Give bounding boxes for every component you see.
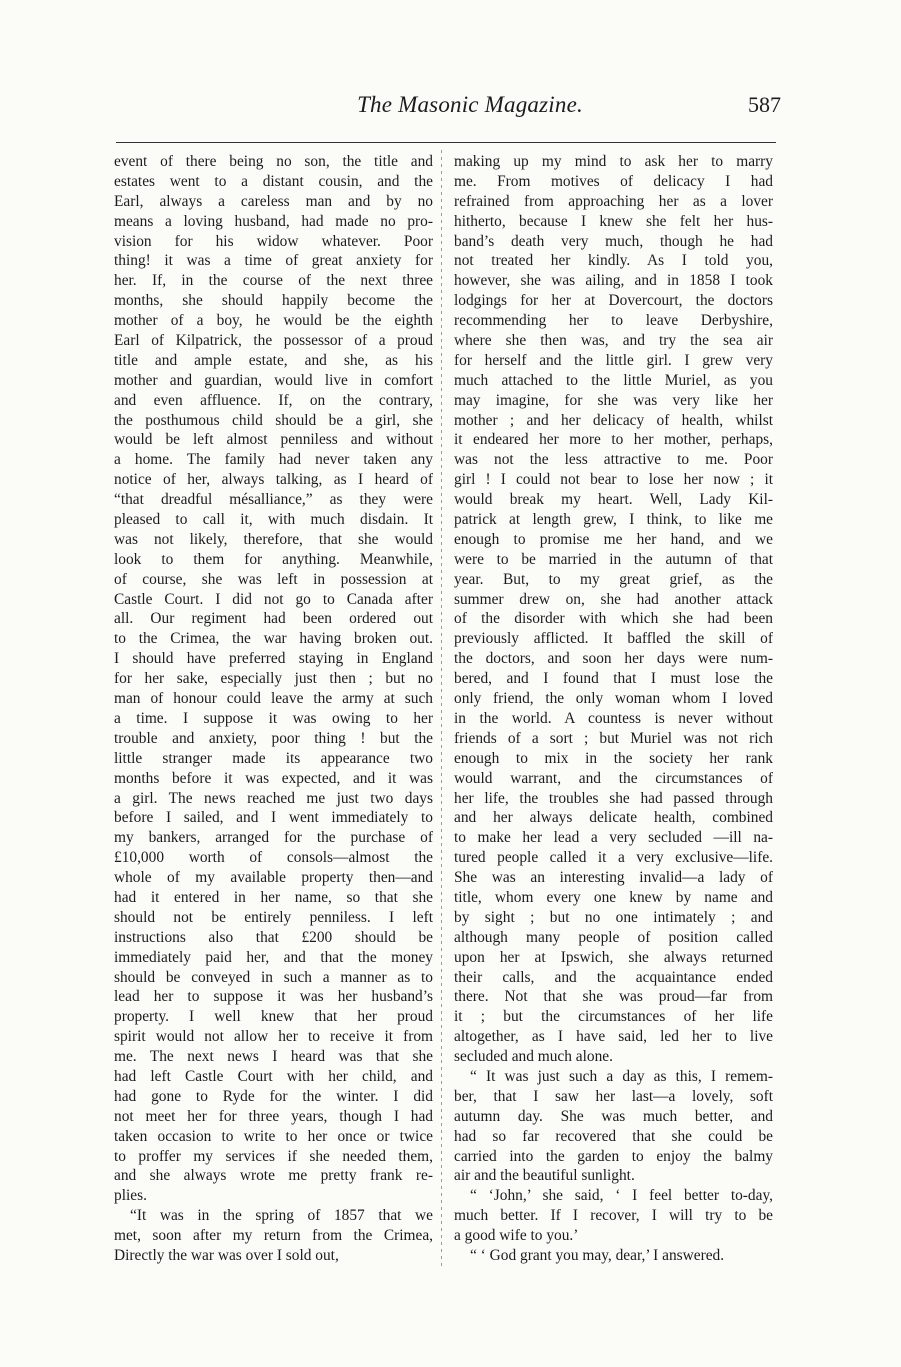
running-title: The Masonic Magazine. <box>357 92 583 117</box>
text-line: estates went to a distant cousin, and the <box>114 172 433 190</box>
text-line: little stranger made its appearance two <box>114 749 433 767</box>
text-line: I should have preferred staying in England <box>114 650 433 668</box>
text-line: me. From motives of delicacy I had <box>454 172 773 190</box>
text-line: to the Crimea, the war having broken out. <box>114 630 433 648</box>
text-line: She was an interesting invalid—a lady of <box>454 869 773 887</box>
text-line: means a loving husband, had made no pro- <box>114 212 433 230</box>
text-line: altogether, as I have said, led her to live <box>454 1028 773 1046</box>
text-line: man of honour could leave the army at such <box>114 690 433 708</box>
text-line: should be conveyed in such a manner as to <box>114 968 433 986</box>
text-column-right <box>454 152 773 1266</box>
text-line: “ ‘ God grant you may, dear,’ I answered. <box>470 1246 725 1264</box>
text-line: instructions also that £200 should be <box>114 928 433 946</box>
text-line: look to them for anything. Meanwhile, <box>114 550 433 568</box>
text-line: had it entered in her name, so that she <box>114 888 433 906</box>
text-line: not meet her for three years, though I had <box>114 1107 433 1125</box>
text-line: pleased to call it, with much disdain. It <box>114 511 433 529</box>
text-column-left <box>114 152 433 1266</box>
text-line: was not likely, therefore, that she would <box>114 530 433 548</box>
text-line: was not the less attractive to me. Poor <box>454 451 773 469</box>
text-line: much attached to the little Muriel, as you <box>454 371 773 389</box>
text-line: making up my mind to ask her to marry <box>454 153 773 170</box>
text-line: their calls, and the acquaintance ended <box>454 968 773 986</box>
text-line: a good wife to you.’ <box>454 1227 579 1245</box>
text-line: friends of a sort ; but Muriel was not rich <box>454 729 773 747</box>
text-line: of the disorder with which she had been <box>454 610 773 628</box>
text-line: and even affluence. If, on the contrary, <box>114 391 433 409</box>
text-line: summer drew on, she had another attack <box>454 590 773 608</box>
text-line: where she then was, and try the sea air <box>454 332 773 350</box>
text-line: spirit would not allow her to receive it from <box>114 1028 433 1046</box>
text-line: “ It was just such a day as this, I remem- <box>470 1067 773 1085</box>
text-line: and she always wrote me pretty frank re- <box>114 1167 433 1185</box>
text-line: hitherto, because I knew she felt her hus- <box>454 212 773 230</box>
text-line: mother ; and her delicacy of health, whilst <box>454 411 773 429</box>
text-line: the doctors, and soon her days were num- <box>454 650 773 668</box>
text-line: a girl. The news reached me just two days <box>114 789 433 807</box>
text-line: her life, the troubles she had passed through <box>454 789 773 807</box>
text-line: carried into the garden to enjoy the balmy <box>454 1147 773 1165</box>
text-line: for her sake, especially just then ; but no <box>114 670 433 688</box>
text-line: should not be entirely penniless. I left <box>114 908 433 926</box>
text-line: in the world. A countess is never without <box>454 709 773 727</box>
text-line: air and the beautiful sunlight. <box>454 1167 635 1185</box>
text-line: Castle Court. I did not go to Canada after <box>114 590 433 608</box>
text-line: all. Our regiment had been ordered out <box>114 610 433 628</box>
text-line: not treated her kindly. As I told you, <box>454 252 773 270</box>
text-line: band’s death very much, though he had <box>454 232 773 250</box>
text-line: immediately paid her, and that the money <box>114 948 433 966</box>
text-line: thing! it was a time of great anxiety for <box>114 252 433 270</box>
text-line: trouble and anxiety, poor thing ! but the <box>114 729 433 747</box>
text-line: her. If, in the course of the next three <box>114 272 433 290</box>
text-line: “that dreadful mésalliance,” as they were <box>114 491 433 509</box>
text-line: a time. I suppose it was owing to her <box>114 709 433 727</box>
text-line: girl ! I could not bear to lose her now ; it <box>454 471 773 489</box>
text-line: previously afflicted. It baffled the skill of <box>454 630 773 648</box>
text-line: a home. The family had never taken any <box>114 451 433 469</box>
text-line: plies. <box>114 1187 147 1205</box>
text-line: had gone to Ryde for the winter. I did <box>114 1087 433 1105</box>
text-line: it ; but the circumstances of her life <box>454 1008 773 1026</box>
text-line: for herself and the little girl. I grew very <box>454 351 773 369</box>
text-line: would be left almost penniless and without <box>114 431 433 449</box>
text-line: ber, that I saw her last—a lovely, soft <box>454 1087 773 1105</box>
text-line: title and ample estate, and she, as his <box>114 351 433 369</box>
text-line: months before it was expected, and it was <box>114 769 433 787</box>
text-line: event of there being no son, the title and <box>114 153 433 170</box>
text-line: property. I well knew that her proud <box>114 1008 433 1026</box>
text-line: my bankers, arranged for the purchase of <box>114 829 433 847</box>
text-line: refrained from approaching her as a lover <box>454 192 773 210</box>
text-line: patrick at length grew, I think, to like me <box>454 511 773 529</box>
text-line: year. But, to my great grief, as the <box>454 570 773 588</box>
text-line: £10,000 worth of consols—almost the <box>114 849 433 867</box>
text-line: autumn day. She was much better, and <box>454 1107 773 1125</box>
text-line: “ ‘John,’ she said, ‘ I feel better to-day, <box>470 1187 773 1205</box>
text-line: only friend, the only woman whom I loved <box>454 690 773 708</box>
text-line: lodgings for her at Dovercourt, the doctors <box>454 292 773 310</box>
text-line: months, she should happily become the <box>114 292 433 310</box>
text-line: of course, she was left in possession at <box>114 570 433 588</box>
text-line: before I sailed, and I went immediately to <box>114 809 433 827</box>
text-line: there. Not that she was proud—far from <box>454 988 773 1006</box>
text-line: had so far recovered that she could be <box>454 1127 773 1145</box>
text-line: enough to mix in the society her rank <box>454 749 773 767</box>
text-line: “It was in the spring of 1857 that we <box>130 1207 433 1225</box>
page-header <box>115 92 785 126</box>
text-line: mother of a boy, he would be the eighth <box>114 312 433 330</box>
text-line: to proffer my services if she needed them, <box>114 1147 433 1165</box>
text-line: much better. If I recover, I will try to be <box>454 1207 773 1225</box>
text-line: by sight ; but no one intimately ; and <box>454 908 773 926</box>
text-line: Earl of Kilpatrick, the possessor of a proud <box>114 332 433 350</box>
text-line: may imagine, for she was very like her <box>454 391 773 409</box>
text-line: whole of my available property then—and <box>114 869 433 887</box>
text-line: vision for his widow whatever. Poor <box>114 232 433 250</box>
text-line: upon her at Ipswich, she always returned <box>454 948 773 966</box>
header-rule <box>116 142 776 143</box>
text-line: title, whom every one knew by name and <box>454 888 773 906</box>
text-line: the posthumous child should be a girl, she <box>114 411 433 429</box>
text-line: taken occasion to write to her once or twice <box>114 1127 433 1145</box>
text-line: to make her lead a very secluded —ill na- <box>454 829 773 847</box>
text-line: notice of her, always talking, as I heard of <box>114 471 433 489</box>
text-line: tured people called it a very exclusive—life. <box>454 849 773 867</box>
page-number: 587 <box>748 92 781 117</box>
text-line: would break my heart. Well, Lady Kil- <box>454 491 773 509</box>
text-line: had left Castle Court with her child, and <box>114 1067 433 1085</box>
text-line: although many people of position called <box>454 928 773 946</box>
text-line: would warrant, and the circumstances of <box>454 769 773 787</box>
text-line: however, she was ailing, and in 1858 I took <box>454 272 773 290</box>
text-line: enough to promise me her hand, and we <box>454 530 773 548</box>
text-line: Directly the war was over I sold out, <box>114 1246 339 1264</box>
text-line: it endeared her more to her mother, perhaps, <box>454 431 773 449</box>
text-line: recommending her to leave Derbyshire, <box>454 312 773 330</box>
text-line: were to be married in the autumn of that <box>454 550 773 568</box>
text-line: bered, and I found that I must lose the <box>454 670 773 688</box>
text-line: lead her to suppose it was her husband’s <box>114 988 433 1006</box>
text-line: and her always delicate health, combined <box>454 809 773 827</box>
text-line: Earl, always a careless man and by no <box>114 192 433 210</box>
text-line: me. The next news I heard was that she <box>114 1048 433 1066</box>
text-line: met, soon after my return from the Crimea, <box>114 1227 433 1245</box>
text-line: secluded and much alone. <box>454 1048 613 1066</box>
text-line: mother and guardian, would live in comfort <box>114 371 433 389</box>
column-divider <box>441 150 442 1268</box>
